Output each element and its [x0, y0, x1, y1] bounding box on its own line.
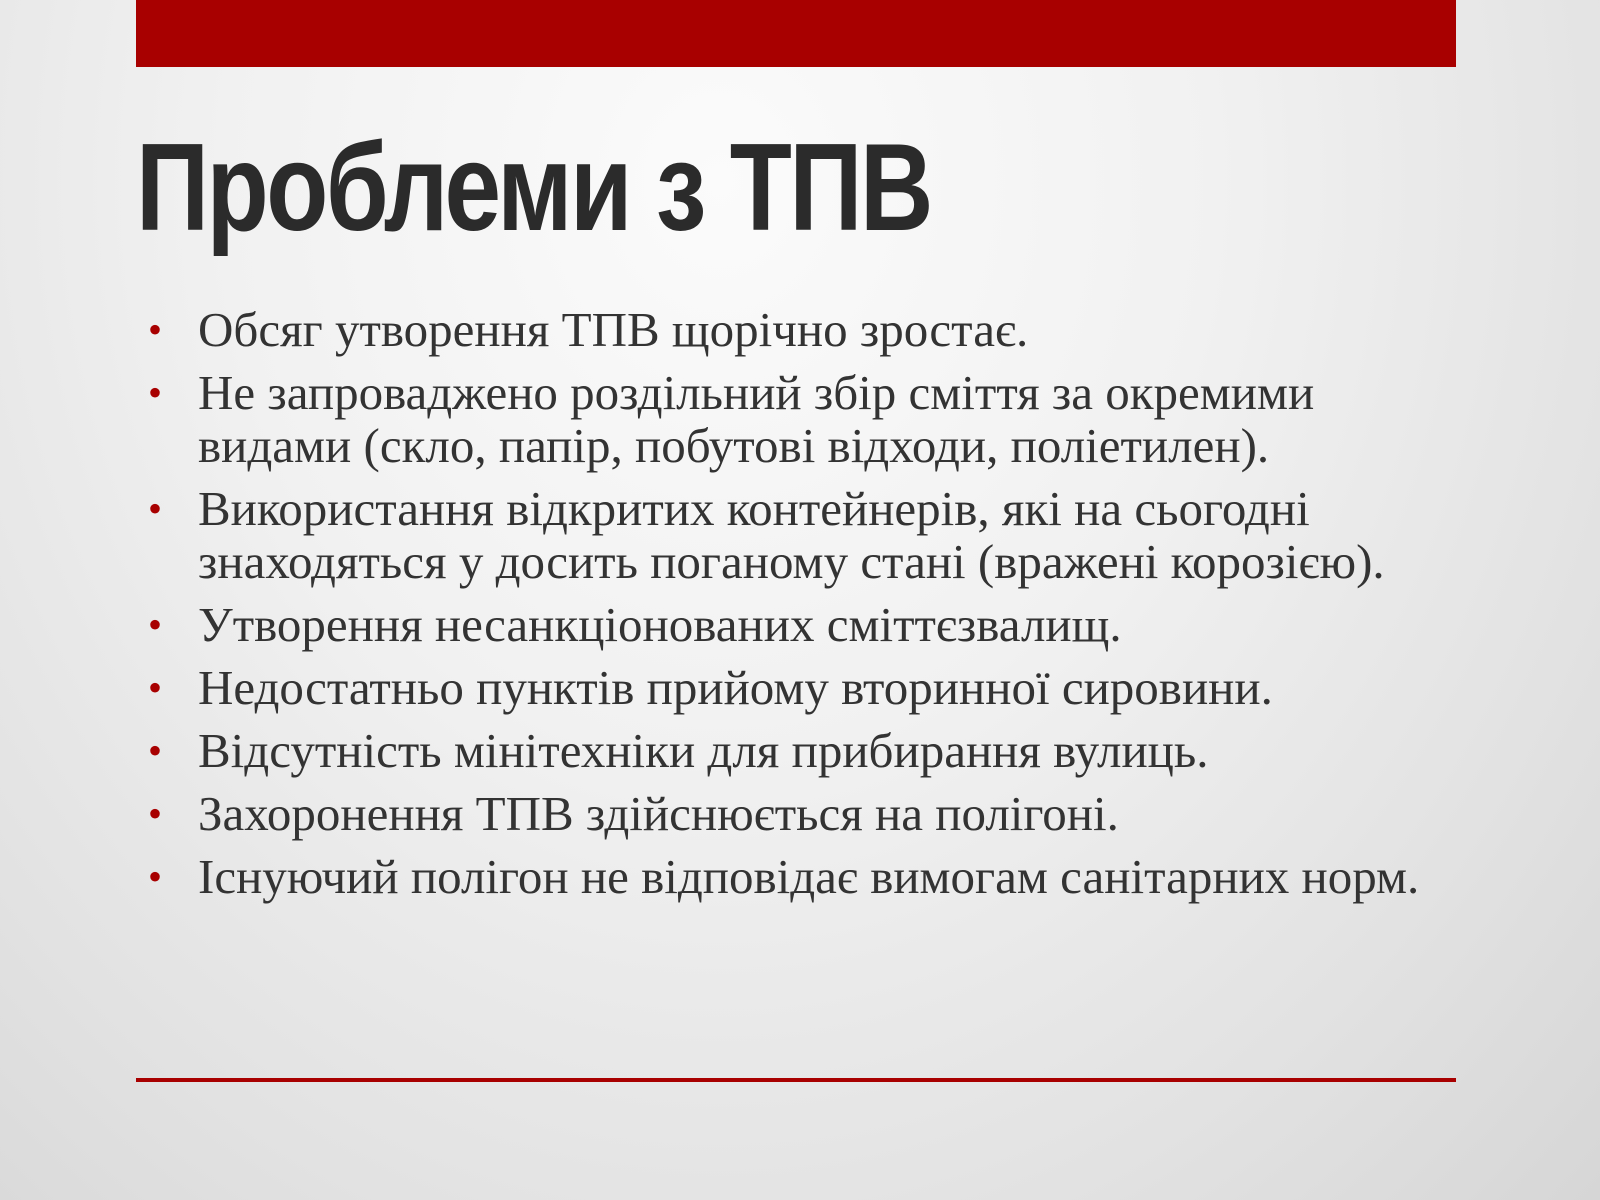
bullet-text: Недостатньо пунктів прийому вторинної сировини. [198, 660, 1273, 715]
bullet-item [148, 724, 1448, 777]
bottom-accent-line [136, 1078, 1456, 1082]
bullet-item [148, 366, 1448, 472]
bullet-dot-icon: • [148, 307, 163, 352]
bullet-dot-icon: • [148, 602, 163, 647]
bullet-text: Обсяг утворення ТПВ щорічно зростає. [198, 302, 1029, 357]
bullet-dot-icon: • [148, 791, 163, 836]
bullet-item [148, 850, 1448, 903]
bullet-text: Відсутність мінітехніки для прибирання вулиць. [198, 723, 1209, 778]
bullet-text: Утворення несанкціонованих сміттєзвалищ. [198, 597, 1122, 652]
bullet-dot-icon: • [148, 854, 163, 899]
bullet-dot-icon: • [148, 370, 163, 415]
bullet-text: Захоронення ТПВ здійснюється на полігоні. [198, 786, 1119, 841]
bullet-item [148, 482, 1448, 588]
bullet-item [148, 303, 1448, 356]
bullet-dot-icon: • [148, 665, 163, 710]
bullet-item [148, 661, 1448, 714]
slide-title: Проблеми з ТПВ [136, 119, 931, 257]
bullet-dot-icon: • [148, 486, 163, 531]
bullet-item [148, 787, 1448, 840]
bullet-list [148, 303, 1448, 913]
top-accent-bar [136, 0, 1456, 67]
bullet-dot-icon: • [148, 728, 163, 773]
bullet-text: Використання відкритих контейнерів, які на сьогодні знаходяться у досить поганому стані (вражені корозією). [198, 481, 1385, 589]
bullet-item [148, 598, 1448, 651]
bullet-text: Не запроваджено роздільний збір сміття за окремими видами (скло, папір, побутові відходи, поліетилен). [198, 365, 1315, 473]
bullet-text: Існуючий полігон не відповідає вимогам санітарних норм. [198, 849, 1420, 904]
